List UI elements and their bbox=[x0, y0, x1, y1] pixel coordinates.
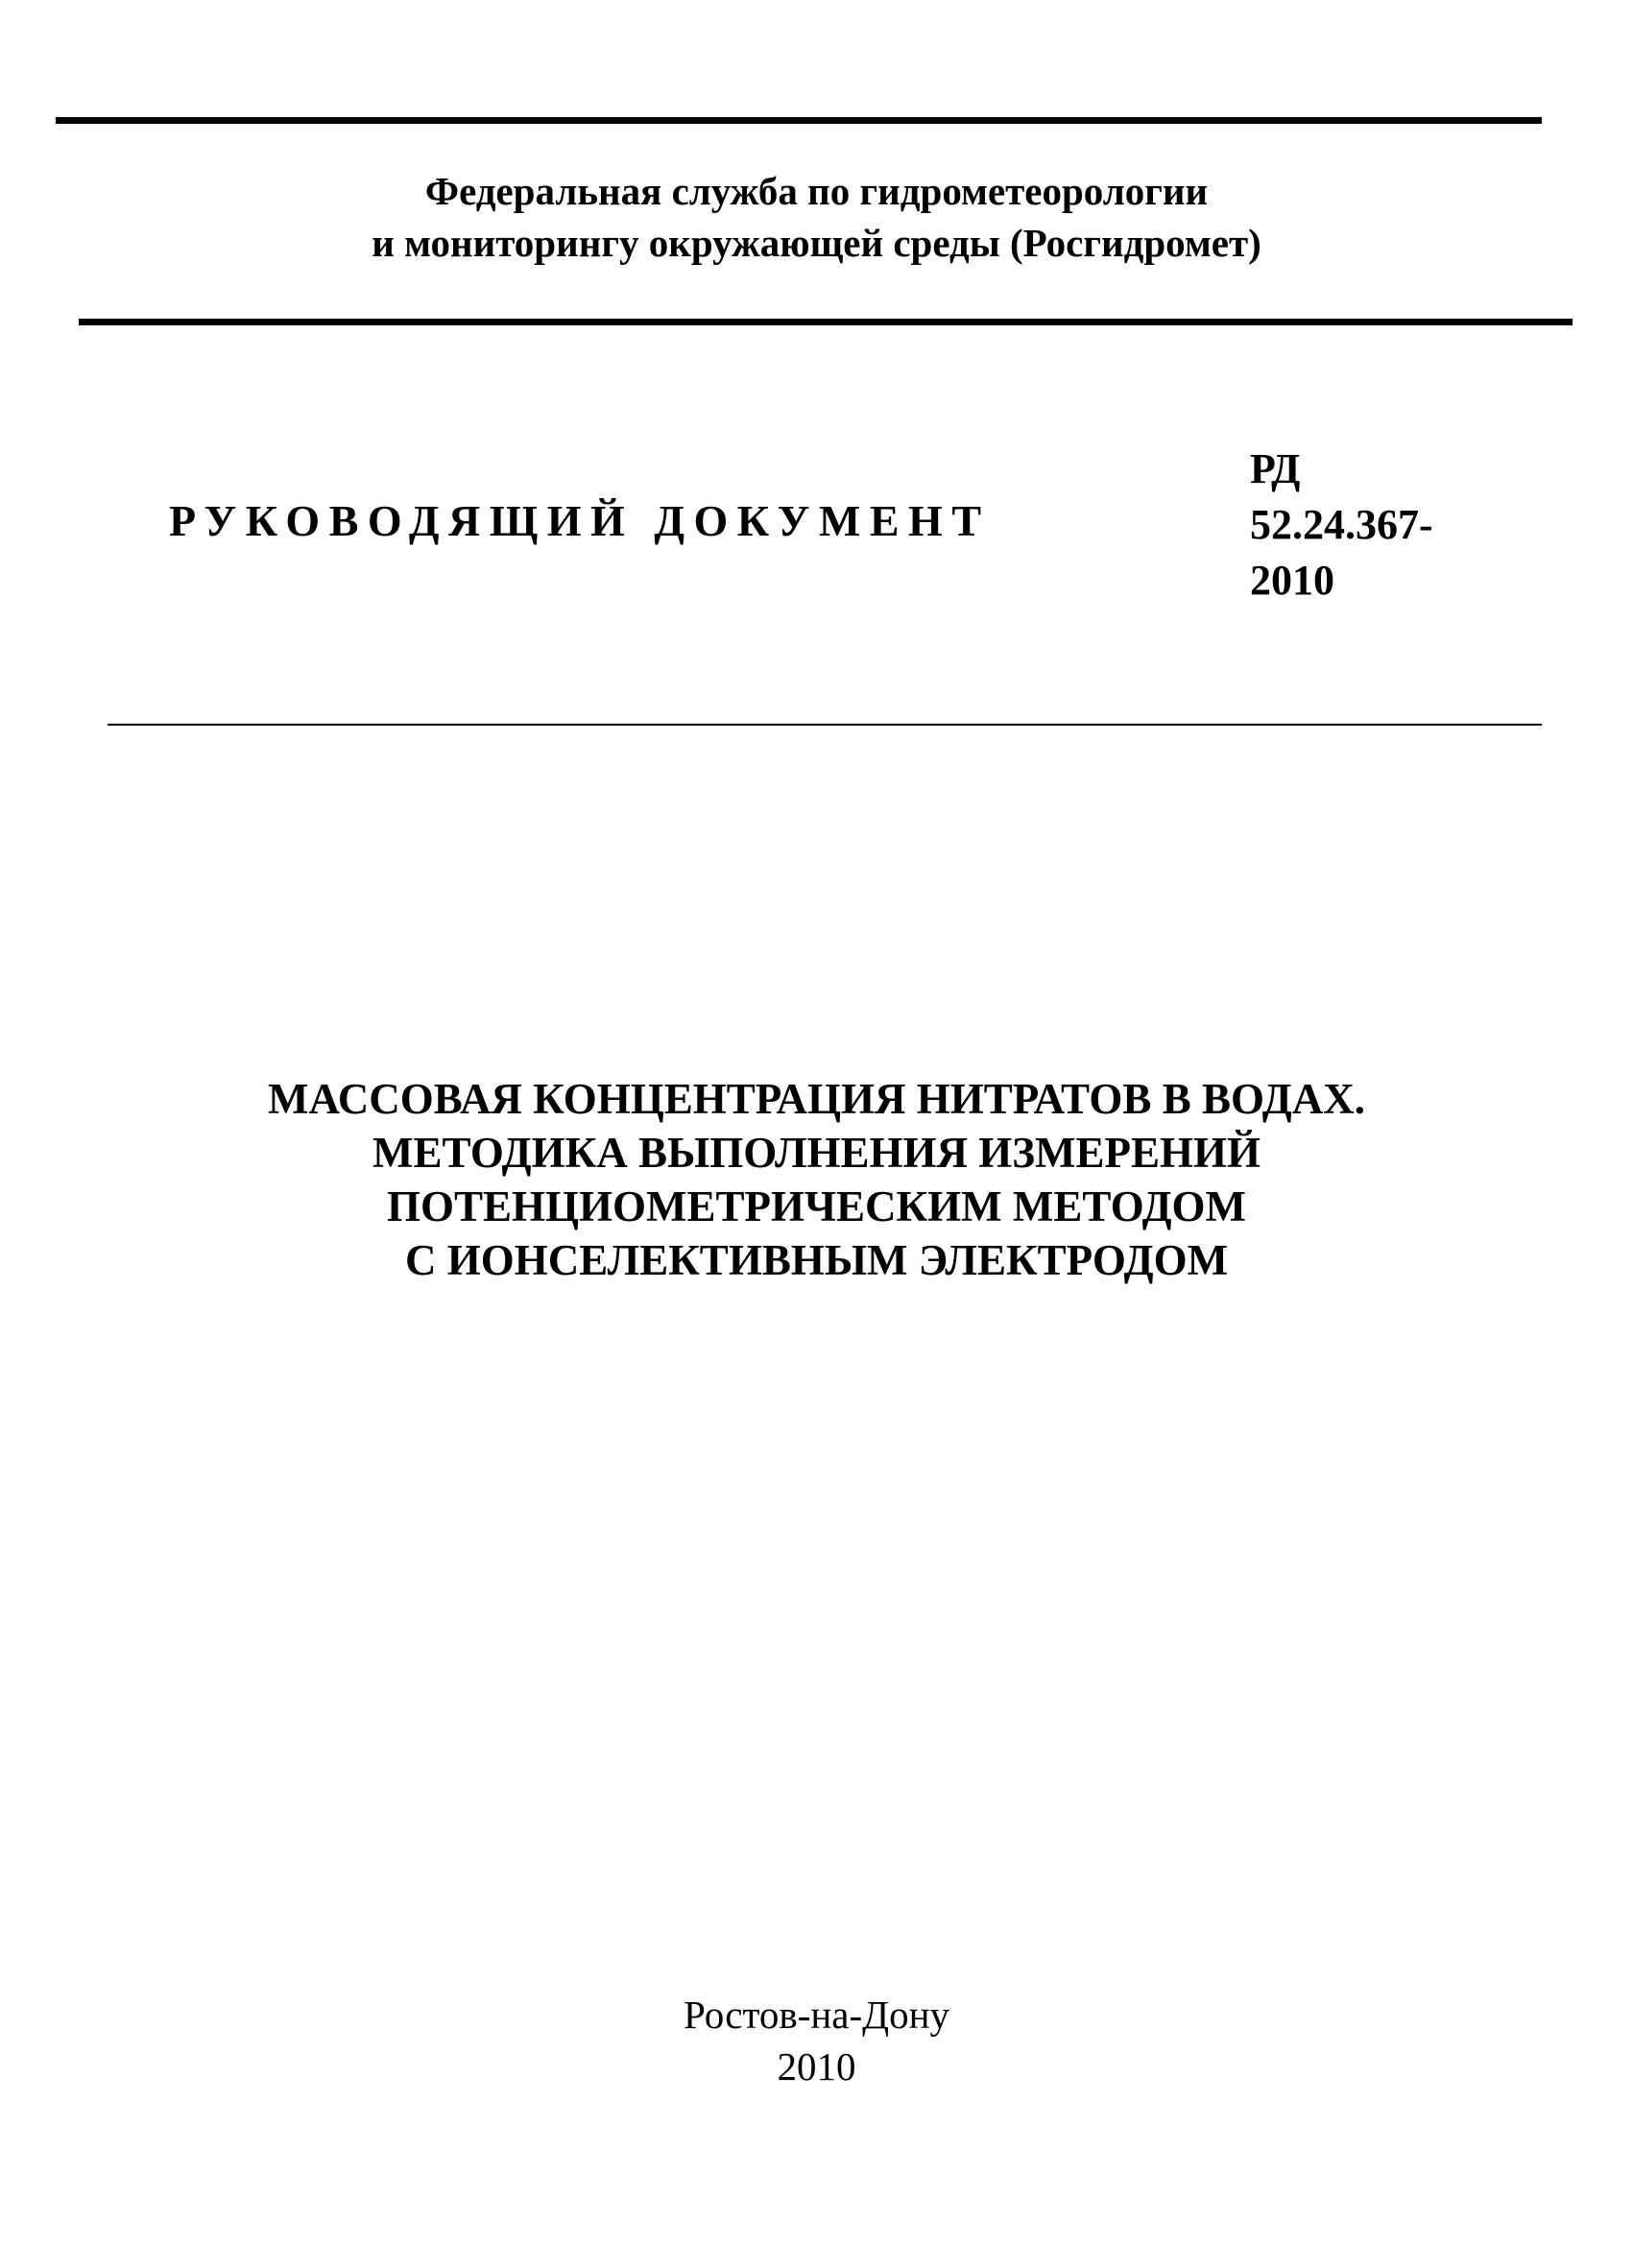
document-code-number: 52.24.367- bbox=[1250, 501, 1433, 548]
imprint-city: Ростов-на-Дону bbox=[683, 1993, 950, 2037]
document-code bbox=[1250, 442, 1433, 609]
title-line-4: С ИОНСЕЛЕКТИВНЫМ ЭЛЕКТРОДОМ bbox=[404, 1236, 1229, 1284]
agency-line-2: и мониторингу окружающей среды (Росгидромет) bbox=[372, 221, 1261, 265]
top-divider bbox=[56, 117, 1542, 124]
title-line-3: ПОТЕНЦИОМЕТРИЧЕСКИМ МЕТОДОМ bbox=[386, 1182, 1247, 1230]
document-title bbox=[0, 1072, 1633, 1287]
imprint-year: 2010 bbox=[777, 2044, 856, 2089]
agency-header bbox=[0, 165, 1633, 269]
document-code-prefix: РД bbox=[1250, 445, 1301, 492]
document-code-year: 2010 bbox=[1250, 557, 1334, 604]
title-line-1: МАССОВАЯ КОНЦЕНТРАЦИЯ НИТРАТОВ В ВОДАХ. bbox=[268, 1075, 1365, 1123]
title-line-2: МЕТОДИКА ВЫПОЛНЕНИЯ ИЗМЕРЕНИЙ bbox=[372, 1129, 1261, 1177]
document-kind: РУКОВОДЯЩИЙ ДОКУМЕНТ bbox=[169, 496, 991, 545]
agency-line-1: Федеральная служба по гидрометеорологии bbox=[424, 169, 1209, 213]
header-divider bbox=[79, 319, 1573, 325]
code-divider bbox=[108, 724, 1542, 726]
imprint bbox=[0, 1989, 1633, 2092]
